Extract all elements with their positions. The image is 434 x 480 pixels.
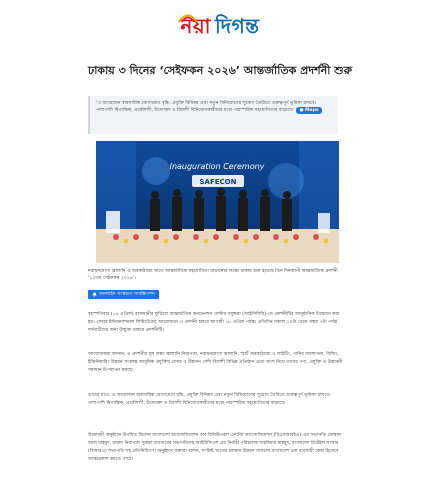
event-photo-illustration bbox=[96, 141, 339, 263]
subscribe-badge[interactable] bbox=[88, 290, 159, 299]
article-headline: ঢাকায় ৩ দিনের ‘সেইফকন ২০২৬’ আন্তর্জাতিক প্রদর্শনী শুরু bbox=[88, 64, 353, 77]
logo-word-diganta: দিগন্ত bbox=[214, 13, 260, 38]
summary-text: ‘এ আয়োজন ব্যবসায়িক যোগাযোগ বৃদ্ধি, প্রযুক্তি বিনিময় এবং নতুন বিনিয়োগের সুযোগ তৈরিতে গুরুত্বপূর্ণ ভূমিকা রাখবে। পাশাপাশি দ্বিপাক্ষিক, প্রকৌশলী, উদ্যোক্তা ও বিদেশী বিনিয়োগকারীদের মধ্যে পারস্পরিক সহযোগিতার বাড়াবে।’ bbox=[96, 101, 317, 113]
masthead[interactable] bbox=[145, 14, 295, 42]
article-paragraph: তাদের মতে, এ আয়োজন ব্যবসায়িক যোগাযোগ বৃদ্ধি, প্রযুক্তি বিনিময় এবং নতুন বিনিয়োগের সুযোগ তৈরিতে গুরুত্বপূর্ণ ভূমিকা রাখবে। পাশাপাশি দ্বিপাক্ষিক, প্রকৌশলী, উদ্যোক্তা ও বিদেশী বিনিয়োগকারীদের মধ্যে পারস্পরিক সহযোগিতার বাড়াবে। bbox=[88, 393, 331, 406]
maps-button[interactable]: ● Maps bbox=[296, 107, 321, 114]
photo-banner-text: Inauguration Ceremony bbox=[169, 162, 265, 171]
sun-rays-icon bbox=[177, 11, 199, 23]
maps-button-label: Maps bbox=[304, 108, 319, 113]
bell-icon bbox=[92, 292, 97, 297]
article-summary bbox=[88, 96, 338, 134]
article-paragraph: আয়োজকরা জানান, এ প্রদর্শনীর মূল লক্ষ্য জ্বালানি নিরাপত্তা, নবায়নযোগ্য জ্বালানি, স্মার্ট অবকাঠামো ও লাইটিং, পানির ব্যবস্থাপনা, বিল্ডিং, ইঞ্জিনিয়ারিং উন্নয়ন সংক্রান্ত আধুনিক প্রযুক্তির প্রসার ও উন্নয়ন। দেশী-বিদেশী বিভিন্ন প্রতিষ্ঠান এতে অংশ নিয়ে তাদের পণ্য, প্রযুক্তি ও উদ্ভাবনী সমাধান উপস্থাপন করছে। bbox=[88, 352, 343, 373]
subscribe-label: অনলাইন সংস্করণে সাবস্ক্রিপশন bbox=[99, 292, 155, 297]
logo-word-naya: নয়া bbox=[180, 13, 211, 38]
photo-brand-text: SAFECON bbox=[199, 178, 237, 186]
article-paragraph: উদ্বোধনী অনুষ্ঠানে উপস্থিত ছিলেন বাংলাদেশ অ্যাসোসিয়েশন অব রিনিউএবল এনার্জি অ্যাসোসিয়েশন (বিএসআরইএ)-এর সভাপতি মোস্তফা আল মাহমুদ, চায়না নিরাপত্তা সুরক্ষা ব্যবসায়ের সভাপতিসহ আইবিসিএল এর নির্বাহী পরিচালক শাহরিয়ার মাহমুদ, বাংলাদেশ রিটেইল সংস্থার (বিআরএ) সভাপতি সহ প্রতিনিধিগণ। অনুষ্ঠানে বক্তারা বলেন, সংশ্লিষ্ট খাতের চলমান উন্নয়ন সাফল্যে বাংলাদেশ এক ব্যবসায়ী কেন্দ্র হিসেবে আত্মপ্রকাশ করতে পারে। bbox=[88, 433, 342, 462]
article-paragraph: বৃহস্পতিবার (১৬ এপ্রিল) রাজধানীর কুড়িলে আন্তর্জাতিক কনভেনশন সেন্টার বসুন্ধরা (আইসিসিবি)-তে প্রদর্শনীটির আনুষ্ঠানিক উদ্বোধন করা হয়। সেবার ইন্টারন্যাশনাল লিমিটেডের আয়োজনে এ প্রদর্শনী চলবে আগামী ১৮ এপ্রিল পর্যন্ত। প্রতিদিন সকাল ১০টা থেকে সন্ধ্যা ৭টা পর্যন্ত দর্শনার্থীদের জন্য উন্মুক্ত থাকবে প্রদর্শনীটি। bbox=[88, 312, 340, 333]
article-photo bbox=[96, 141, 339, 263]
photo-caption: নবায়নযোগ্য জ্বালানি ও অবকাঠামো খাতে আন্তর্জাতিক সহযোগিতা বাড়ানোর লক্ষ্যে ঢাকায় শুরু হয়েছে তিন দিনব্যাপী আন্তর্জাতিক প্রদর্শনী ‘১২তম সেইফকন ২০২৬’। bbox=[88, 269, 338, 281]
